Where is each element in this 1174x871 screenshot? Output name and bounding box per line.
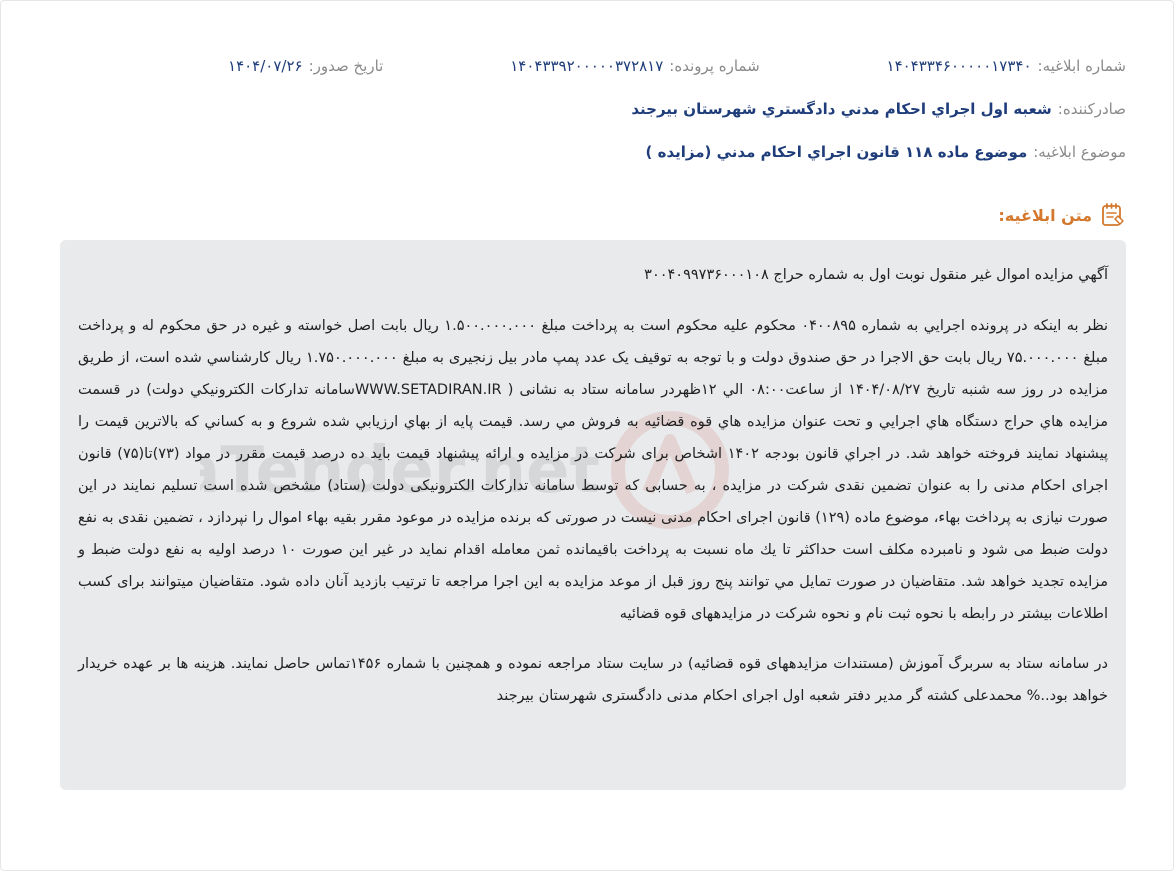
notice-number-label: شماره ابلاغيه: [1037, 57, 1126, 75]
issuer-value: شعبه اول اجراي احكام مدني دادگستري شهرستان بيرجند [631, 100, 1052, 118]
auction-paragraph-2: در سامانه ستاد به سربرگ آموزش (مستندات مزایدههای قوه قضائیه) در سایت ستاد مراجعه نموده و همچنین با شماره ۱۴۵۶تماس حاصل نمایند. هزینه ها بر عهده خریدار خواهد بود..% محمدعلی کشته گر مدیر دفتر شعبه اول اجرای احکام مدنی دادگستری شهرستان بیرجند [78, 656, 1109, 704]
notice-number [887, 57, 1126, 75]
notice-meta-row [48, 57, 1126, 75]
subject-row [48, 143, 1126, 161]
issuer-row [48, 100, 1126, 118]
case-number-label: شماره پرونده: [669, 57, 760, 75]
subject-label: موضوع ابلاغيه: [1033, 143, 1126, 161]
issue-date [228, 57, 383, 75]
notice-document-icon [1100, 202, 1126, 228]
issue-date-value: ۱۴۰۴/۰۷/۲۶ [228, 57, 303, 75]
notice-text-title: متن ابلاغيه: [998, 205, 1092, 225]
watermark-text: Tender.net [220, 434, 600, 508]
notice-text-heading [998, 202, 1126, 228]
issuer [631, 100, 1126, 118]
auction-headline: آگهي مزايده اموال غير منقول نوبت اول به شماره حراج ۳۰۰۴۰۹۹۷۳۶۰۰۰۱۰۸ [644, 267, 1108, 283]
subject-value: موضوع ماده ۱۱۸ قانون اجراي احكام مدني (مزايده ) [645, 143, 1028, 161]
case-number-value: ۱۴۰۴۳۳۹۲۰۰۰۰۰۳۷۲۸۱۷ [510, 57, 664, 75]
notice-content [60, 240, 1126, 790]
case-number [510, 57, 759, 75]
issue-date-label: تاريخ صدور: [308, 57, 384, 75]
auction-paragraph-1: نظر به اينكه در پرونده اجرايي به شماره ۰۴۰۰۸۹۵ محكوم عليه محكوم است به پرداخت مبلغ ۱.۵۰۰.۰۰۰.۰۰۰ ريال بابت اصل خواسته و غيره در حق محكوم له و پرداخت مبلغ ۷۵.۰۰۰.۰۰۰ ريال بابت حق الاجرا در حق صندوق دولت و با توجه به توقيف يک عدد پمپ مادر بيل زنجيرى به مبلغ ۱.۷۵۰.۰۰۰.۰۰۰ ريال كارشناسي شده است، از طريق مزايده در روز سه شنبه تاريخ ۱۴۰۴/۰۸/۲۷ از ساعت۰۸:۰۰ الي ۱۲ظهردر سامانه ستاد به نشانی ( WWW.SETADIRAN.IRسامانه تداركات الكترونيكي دولت) در قسمت مزايده هاي حراج دستگاه هاي اجرايي و تحت عنوان مزايده هاي قوه قضائيه به فروش مي رسد. قيمت پايه از بهاي ارزيابي شده شروع و به كساني كه بالاترين قيمت را پيشنهاد نمايند فروخته خواهد شد. در اجراي قانون بودجه ۱۴۰۲ اشخاص برای شرکت در مزایده و ارائه پیشنهاد قیمت باید ده درصد قیمت مقرر در مواد (۷۳)تا(۷۵) قانون اجرای احکام مدنی را به عنوان تضمین نقدی شرکت در مزایده ، به حسابی که توسط سامانه تدارکات الکترونیکی دولت (ستاد) مشخص شده است تسلیم نمایند در این صورت نیازی به پرداخت بهاء، موضوع ماده (۱۲۹) قانون اجرای احکام مدنی نیست در صورتی که برنده مزایده در موعود مقرر بقیه بهاء اموال را نپردازد ، تضمین نقدی به نفع دولت ضبط می شود و نامبرده مكلف است حداكثر تا يك ماه نسبت به پرداخت باقيمانده ثمن معامله اقدام نمايد در غير اين صورت ۱۰ درصد اوليه به نفع دولت ضبط و مزايده تجديد خواهد شد. متقاضيان در صورت تمايل مي توانند پنج روز قبل از موعد مزايده به اين اجرا مراجعه تا ترتيب بازديد آنان داده شود. متقاضیان میتوانند برای کسب اطلاعات بیشتر در رابطه با نحوه ثبت نام و نحوه شرکت در مزایدههای قوه قضائیه [78, 318, 1109, 622]
notice-number-value: ۱۴۰۴۳۳۴۶۰۰۰۰۰۱۷۳۴۰ [886, 57, 1032, 75]
subject [646, 143, 1126, 161]
issuer-label: صادرکننده: [1057, 100, 1126, 118]
